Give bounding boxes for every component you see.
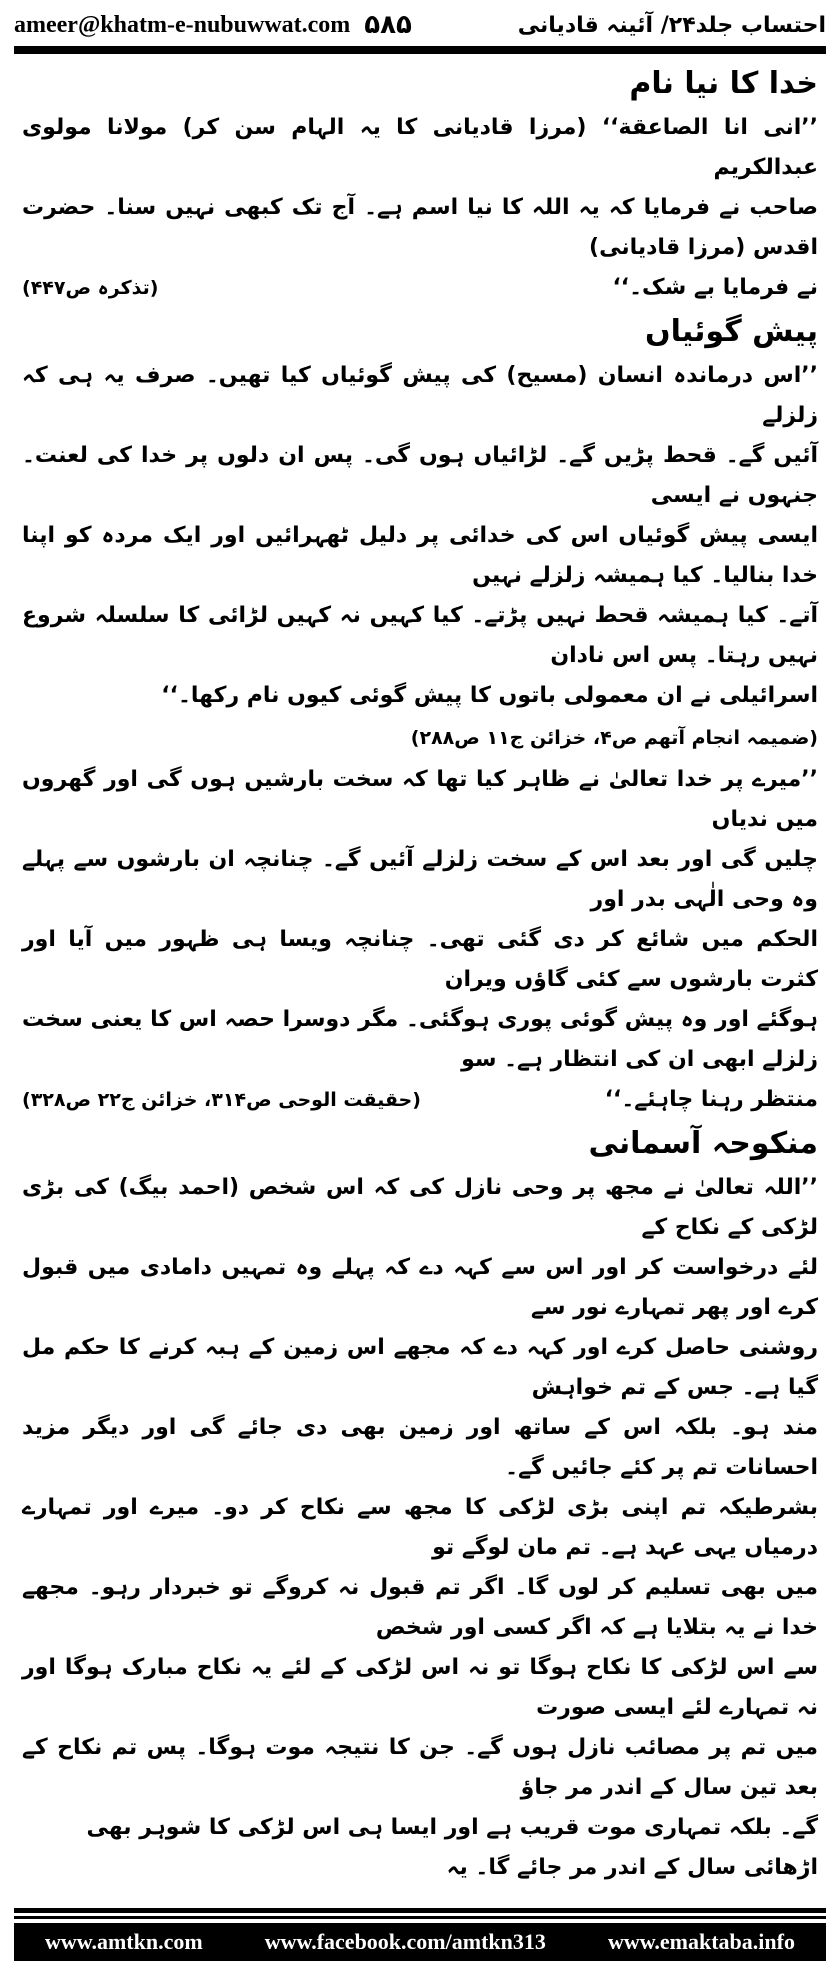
text-line: الحکم میں شائع کر دی گئی تھی۔ چنانچہ ویسا ہی ظہور میں آیا اور کثرت بارشوں سے کئی گاؤں ویران — [22, 927, 818, 992]
citation: (حقیقت الوحی ص۳۱۴، خزائن ج۲۲ ص۳۲۸) — [22, 1089, 421, 1111]
text-line: چلیں گی اور بعد اس کے سخت زلزلے آئیں گے۔ چنانچہ ان بارشوں سے پہلے وہ وحی الٰہی بدر اور — [22, 847, 818, 912]
closing-line — [22, 268, 818, 308]
text-line: روشنی حاصل کرے اور کہہ دے کہ مجھے اس زمین کے ہبہ کرنے کا حکم مل گیا ہے۔ جس کے تم خواہش — [22, 1335, 818, 1400]
text-line: مند ہو۔ بلکہ اس کے ساتھ اور زمین بھی دی جائے گی اور دیگر مزید احسانات تم پر کئے جائیں گے۔ — [22, 1415, 818, 1480]
page-body — [0, 54, 840, 1898]
footer-link-emaktaba[interactable]: www.emaktaba.info — [607, 1929, 795, 1954]
text-line: نے فرمایا بے شک۔‘‘ — [612, 275, 818, 300]
book-title: احتساب جلد۲۴/ آئینہ قادیانی — [517, 12, 826, 38]
citation: (تذکرہ ص۴۴۷) — [22, 277, 159, 299]
text-line: ’’انی انا الصاعقة‘‘ (مرزا قادیانی کا یہ الہام سن کر) مولانا مولوی عبدالکریم — [22, 115, 818, 180]
text-line: ’’میرے پر خدا تعالیٰ نے ظاہر کیا تھا کہ سخت بارشیں ہوں گی اور گھروں میں ندیاں — [22, 767, 818, 832]
section-heading: خدا کا نیا نام — [629, 66, 818, 101]
header-email: ameer@khatm-e-nubuwwat.com — [14, 11, 351, 38]
text-line: بشرطیکہ تم اپنی بڑی لڑکی کا مجھ سے نکاح کر دو۔ میرے اور تمہارے درمیاں یہی عہد ہے۔ تم مان لوگے تو — [22, 1495, 818, 1560]
citation: (ضمیمہ انجام آتھم ص۴، خزائن ج۱۱ ص۲۸۸) — [410, 727, 818, 749]
text-line: منتظر رہنا چاہئے۔‘‘ — [604, 1087, 818, 1112]
footer-bar — [14, 1923, 826, 1961]
section-prophecies — [22, 308, 818, 1120]
section-new-name-of-god — [22, 60, 818, 308]
section-heading: منکوحہ آسمانی — [588, 1126, 818, 1161]
footer-link-facebook[interactable]: www.facebook.com/amtkn313 — [264, 1929, 546, 1954]
footer-link-amtkn[interactable]: www.amtkn.com — [45, 1929, 203, 1954]
text-line: میں بھی تسلیم کر لوں گا۔ اگر تم قبول نہ کروگے تو خبردار رہو۔ مجھے خدا نے یہ بتلایا ہے کہ اگر کسی اور شخص — [22, 1575, 818, 1640]
section-heavenly-bride — [22, 1120, 818, 1888]
section-heading: پیش گوئیاں — [645, 314, 818, 349]
page-header — [0, 0, 840, 46]
text-line: ’’اللہ تعالیٰ نے مجھ پر وحی نازل کی کہ اس شخص (احمد بیگ) کی بڑی لڑکی کے نکاح کے — [22, 1175, 818, 1240]
text-line: آئیں گے۔ قحط پڑیں گے۔ لڑائیاں ہوں گی۔ پس ان دلوں پر خدا کی لعنت۔ جنہوں نے ایسی — [22, 443, 818, 508]
text-line: ’’اس درماندہ انسان (مسیح) کی پیش گوئیاں کیا تھیں۔ صرف یہ ہی کہ زلزلے — [22, 363, 818, 428]
text-line: آتے۔ کیا ہمیشہ قحط نہیں پڑتے۔ کیا کہیں نہ کہیں لڑائی کا سلسلہ شروع نہیں رہتا۔ پس اس نادان — [22, 603, 819, 668]
page-number: ۵۸۵ — [364, 10, 412, 40]
text-line: صاحب نے فرمایا کہ یہ اللہ کا نیا اسم ہے۔ آج تک کبھی نہیں سنا۔ حضرت اقدس (مرزا قادیانی) — [22, 195, 818, 260]
closing-line — [22, 1080, 818, 1120]
header-rule — [14, 46, 826, 54]
text-line: گے۔ بلکہ تمہاری موت قریب ہے اور ایسا ہی اس لڑکی کا شوہر بھی اڑھائی سال کے اندر مر جائے گا۔ یہ — [86, 1815, 818, 1880]
text-line: میں تم پر مصائب نازل ہوں گے۔ جن کا نتیجہ موت ہوگا۔ پس تم نکاح کے بعد تین سال کے اندر مر جاؤ — [22, 1735, 818, 1800]
header-left — [14, 10, 412, 40]
footer-rule — [14, 1908, 826, 1919]
text-line: لئے درخواست کر اور اس سے کہہ دے کہ پہلے وہ تمہیں دامادی میں قبول کرے اور پھر تمہارے نور سے — [22, 1255, 818, 1320]
text-line: ایسی پیش گوئیاں اس کی خدائی پر دلیل ٹھہرائیں اور ایک مردہ کو اپنا خدا بنالیا۔ کیا ہمیشہ زلزلے نہیں — [22, 523, 818, 588]
text-line: اسرائیلی نے ان معمولی باتوں کا پیش گوئی کیوں نام رکھا۔‘‘ — [161, 683, 818, 708]
text-line: ہوگئے اور وہ پیش گوئی پوری ہوگئی۔ مگر دوسرا حصہ اس کا یعنی سخت زلزلے ابھی ان کی انتظار ہے۔ سو — [22, 1007, 818, 1072]
text-line: سے اس لڑکی کا نکاح ہوگا تو نہ اس لڑکی کے لئے یہ نکاح مبارک ہوگا اور نہ تمہارے لئے ایسی صورت — [22, 1655, 818, 1720]
